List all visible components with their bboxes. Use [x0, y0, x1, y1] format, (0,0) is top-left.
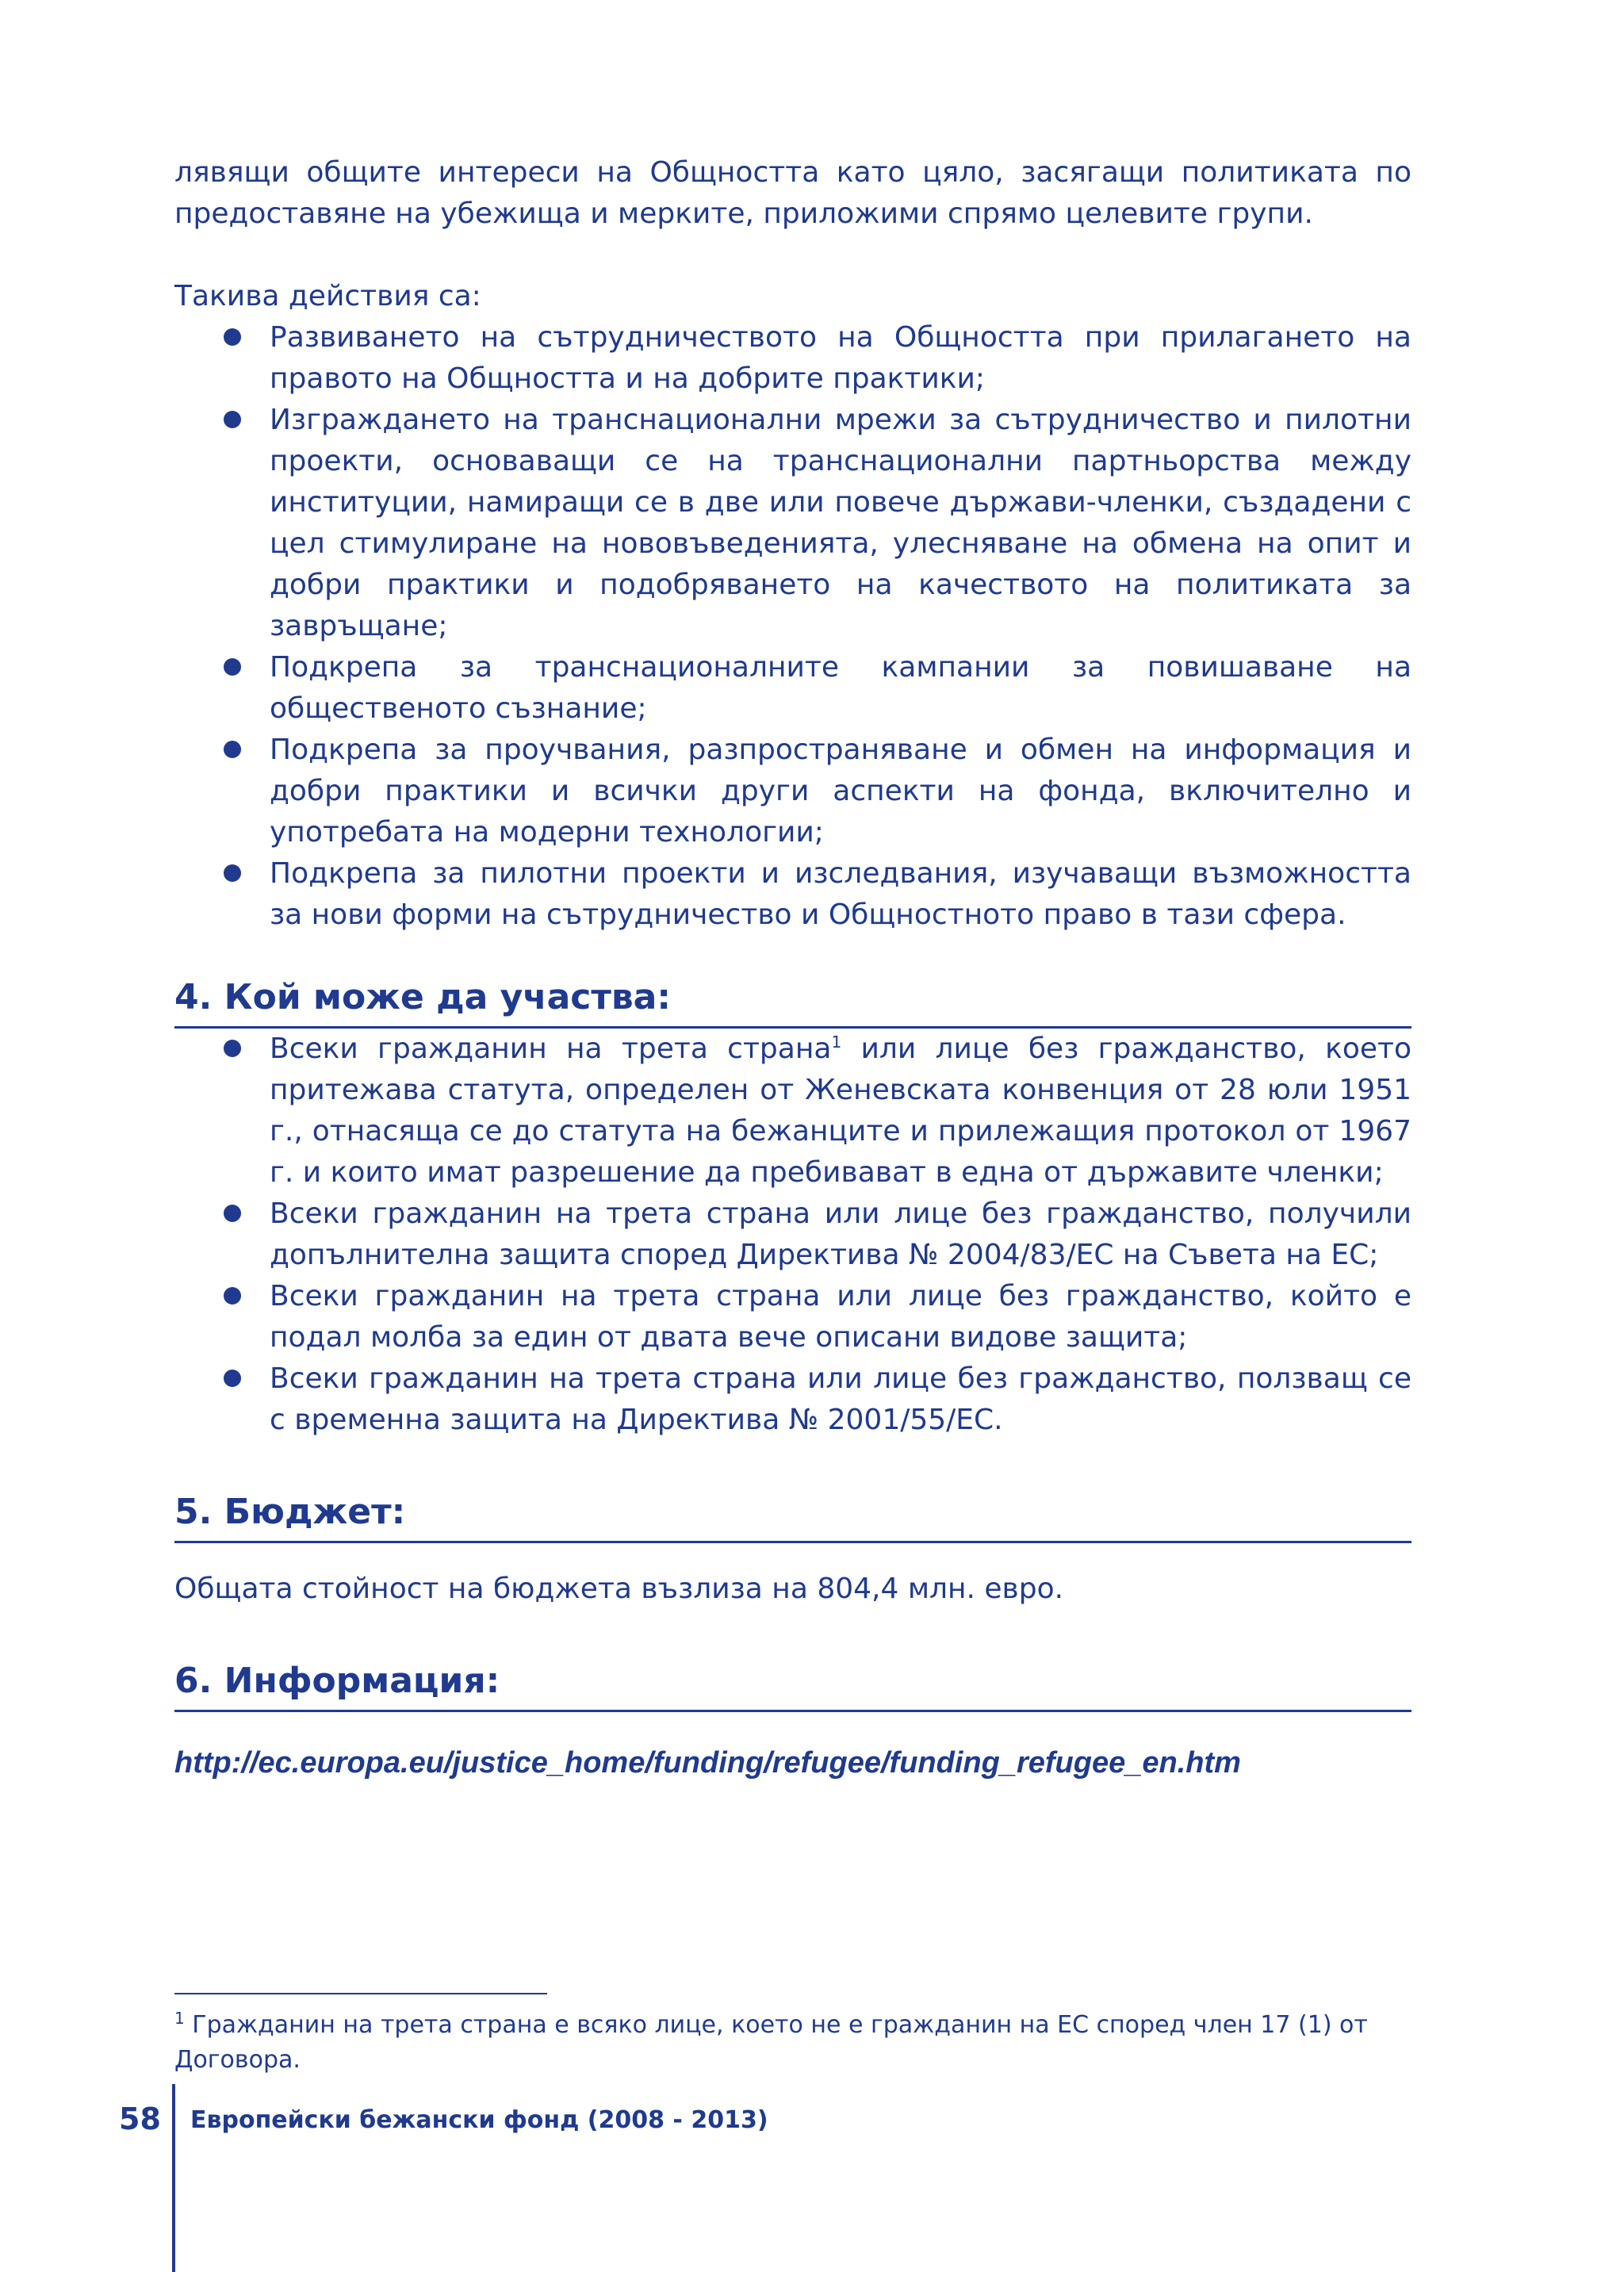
list-item: Развиването на сътрудничеството на Общността при прилагането на правото на Общността и на добрите практики; [174, 317, 1411, 400]
list-item: Подкрепа за пилотни проекти и изследвания, изучаващи възможността за нови форми на сътрудничество и Общностното право в тази сфера. [174, 853, 1411, 936]
list-item: Всеки гражданин на трета страна или лице без гражданство, който е подал молба за един от двата вече описани видове защита; [174, 1276, 1411, 1358]
bullet-icon [224, 1205, 241, 1222]
footnote-text: Гражданин на трета страна е всяко лице, което не е гражданин на ЕС според член 17 (1) от Договора. [174, 2011, 1368, 2074]
actions-list [174, 317, 1411, 936]
bullet-icon [224, 741, 241, 758]
info-link[interactable]: http://ec.europa.eu/justice_home/funding/refugee/funding_refugee_en.htm [174, 1746, 1241, 1780]
list-item: Подкрепа за проучвания, разпространяване и обмен на информация и добри практики и всички други аспекти на фонда, включително и употребата на модерни технологии; [174, 730, 1411, 853]
list-item: Всеки гражданин на трета страна или лице без гражданство, ползващ се с временна защита на Директива № 2001/55/ЕС. [174, 1358, 1411, 1441]
footnote-marker: 1 [174, 2009, 185, 2028]
footnote-divider [174, 1993, 547, 1994]
bullet-icon [224, 1370, 241, 1387]
actions-heading: Такива действия са: [174, 280, 481, 312]
footnote [174, 2008, 1411, 2078]
bullet-icon [224, 1287, 241, 1305]
participants-list [174, 1029, 1411, 1441]
list-item: Подкрепа за транснационалните кампании за повишаване на общественото съзнание; [174, 647, 1411, 730]
list-item: Всеки гражданин на трета страна$^1$ или лице без гражданство, което притежава статута, определен от Женевската конвенция от 28 юли 1951 г., отнасяща се до статута на бежанците и прилежащия протокол от 1967 г. и които имат разрешение да пребивават в една от държавите членки; [174, 1029, 1411, 1193]
bullet-icon [224, 411, 241, 428]
bullet-icon [224, 328, 241, 346]
bullet-icon [224, 658, 241, 676]
bullet-icon [224, 864, 241, 882]
running-title: Европейски бежански фонд (2008 - 2013) [190, 2106, 768, 2134]
section-6-title: 6. Информация: [174, 1657, 1411, 1712]
footer-divider [172, 2084, 175, 2272]
footnote-reference[interactable]: 1 [831, 1033, 842, 1052]
section-5-title: 5. Бюджет: [174, 1488, 1411, 1543]
page-number: 58 [119, 2102, 161, 2136]
budget-text: Общата стойност на бюджета възлиза на 804,4 млн. евро. [174, 1573, 1064, 1605]
bullet-icon [224, 1040, 241, 1057]
list-item: Всеки гражданин на трета страна или лице без гражданство, получили допълнителна защита според Директива № 2004/83/ЕС на Съвета на ЕС; [174, 1193, 1411, 1276]
list-item: Изграждането на транснационални мрежи за сътрудничество и пилотни проекти, основаващи се на транснационални партньорства между институции, намиращи се в две или повече държави-членки, създадени с цел стимулиране на нововъведенията, улесняване на обмена на опит и добри практики и подобряването на качеството на политиката за завръщане; [174, 400, 1411, 647]
section-4-title: 4. Кой може да участва: [174, 974, 1411, 1029]
page-content [174, 152, 1411, 1784]
intro-paragraph: лявящи общите интереси на Общността като цяло, засягащи политиката по предоставяне на убежища и мерките, приложими спрямо целевите групи. [174, 156, 1411, 230]
